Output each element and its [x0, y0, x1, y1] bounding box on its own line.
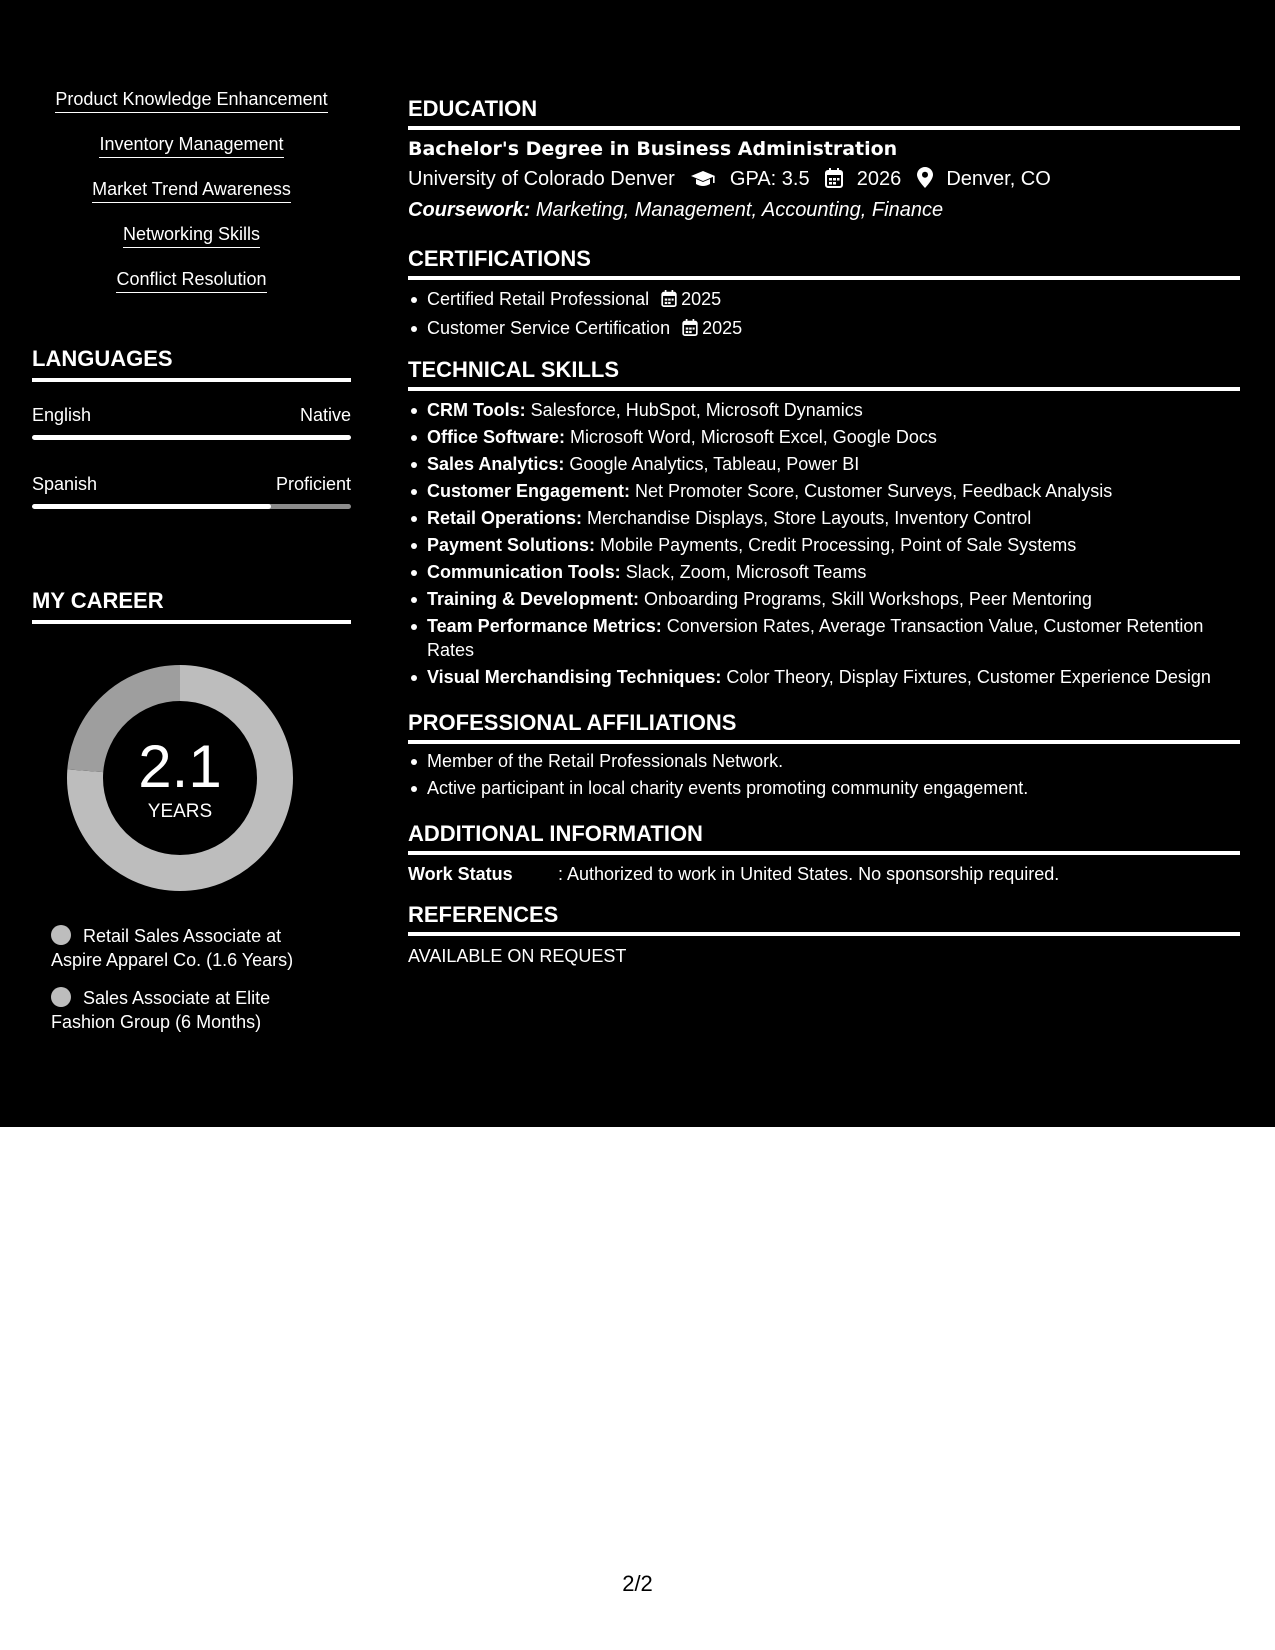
language-level: Proficient: [275, 474, 351, 494]
certification-item: [427, 315, 1240, 344]
education-details: [408, 167, 1051, 194]
career-total-unit: YEARS: [147, 801, 213, 822]
technical-skills-list: [408, 398, 1240, 692]
calendar-icon: [825, 168, 843, 194]
coursework: [408, 198, 943, 222]
technical-skill-item: [427, 665, 1240, 689]
language-level: Native: [299, 405, 351, 425]
language-row-english: [32, 404, 351, 450]
technical-skill-label: Visual Merchandising Techniques:: [427, 667, 722, 687]
technical-skill-value: Slack, Zoom, Microsoft Teams: [625, 562, 867, 582]
certification-item: [427, 286, 1240, 315]
career-entry: [51, 924, 331, 972]
references-heading: REFERENCES: [408, 902, 1240, 936]
language-proficiency-fill: [32, 435, 351, 440]
technical-skill-value: Merchandise Displays, Store Layouts, Inventory Control: [587, 508, 1032, 528]
technical-skill-label: Training & Development:: [427, 589, 640, 609]
skill-label: Market Trend Awareness: [92, 178, 291, 203]
school-name: University of Colorado Denver: [408, 168, 675, 190]
education-heading: EDUCATION: [408, 96, 1240, 130]
career-entry: [51, 986, 331, 1034]
language-name: Spanish: [32, 474, 98, 494]
graduation-cap-icon: [690, 170, 716, 194]
technical-skill-value: Google Analytics, Tableau, Power BI: [569, 454, 860, 474]
certifications-heading: CERTIFICATIONS: [408, 246, 1240, 280]
technical-skill-value: Color Theory, Display Fixtures, Customer Experience Design: [726, 667, 1211, 687]
location-pin-icon: [917, 167, 933, 194]
technical-skill-label: CRM Tools:: [427, 400, 526, 420]
skill-item: [32, 268, 351, 293]
technical-skill-item: [427, 506, 1240, 530]
certifications-list: [408, 286, 1240, 344]
career-heading: MY CAREER: [32, 588, 351, 624]
technical-skill-item: [427, 614, 1240, 662]
technical-skill-item: [427, 560, 1240, 584]
career-entry-text: Sales Associate at Elite Fashion Group (6 Months): [51, 988, 271, 1032]
technical-skill-value: Conversion Rates, Average Transaction Value, Customer Retention Rates: [427, 616, 1204, 660]
skill-label: Product Knowledge Enhancement: [55, 88, 327, 113]
calendar-icon: [682, 317, 698, 344]
skill-label: Networking Skills: [123, 223, 260, 248]
languages-heading: LANGUAGES: [32, 346, 351, 382]
technical-skill-label: Team Performance Metrics:: [427, 616, 662, 636]
skill-label: Inventory Management: [99, 133, 283, 158]
technical-skill-label: Customer Engagement:: [427, 481, 631, 501]
gpa-value: GPA: 3.5: [729, 168, 810, 190]
technical-skill-item: [427, 398, 1240, 422]
certification-year: 2025: [681, 289, 722, 309]
certification-year: 2025: [702, 318, 743, 338]
technical-skills-heading: TECHNICAL SKILLS: [408, 357, 1240, 391]
skill-item: [32, 133, 351, 158]
technical-skill-value: Onboarding Programs, Skill Workshops, Peer Mentoring: [644, 589, 1092, 609]
affiliations-heading: PROFESSIONAL AFFILIATIONS: [408, 710, 1240, 744]
technical-skill-value: Salesforce, HubSpot, Microsoft Dynamics: [530, 400, 863, 420]
technical-skill-item: [427, 452, 1240, 476]
technical-skill-label: Communication Tools:: [427, 562, 621, 582]
technical-skill-label: Retail Operations:: [427, 508, 583, 528]
work-status-label: Work Status: [408, 864, 513, 884]
affiliation-item: Member of the Retail Professionals Network.: [427, 748, 1240, 775]
technical-skill-label: Sales Analytics:: [427, 454, 565, 474]
language-row-spanish: [32, 473, 351, 519]
career-donut-label: [67, 665, 293, 891]
degree-title: Bachelor's Degree in Business Administration: [408, 138, 898, 160]
school-location: Denver, CO: [946, 168, 1051, 190]
technical-skill-item: [427, 479, 1240, 503]
additional-info-heading: ADDITIONAL INFORMATION: [408, 821, 1240, 855]
affiliations-list: [408, 748, 1240, 802]
career-dot-icon: [51, 925, 71, 945]
career-entry-text: Retail Sales Associate at Aspire Apparel Co. (1.6 Years): [51, 926, 294, 970]
skill-item: [32, 223, 351, 248]
technical-skill-item: [427, 587, 1240, 611]
technical-skill-value: Microsoft Word, Microsoft Excel, Google Docs: [570, 427, 937, 447]
right-column: [408, 0, 1240, 1127]
career-dot-icon: [51, 987, 71, 1007]
left-column: [32, 0, 351, 1127]
page-number: 2/2: [622, 1571, 653, 1596]
work-status-row: [408, 862, 1240, 886]
technical-skill-label: Payment Solutions:: [427, 535, 596, 555]
skill-item: [32, 178, 351, 203]
references-text: AVAILABLE ON REQUEST: [408, 946, 627, 966]
language-proficiency-bar: [32, 435, 351, 440]
affiliation-item: Active participant in local charity events promoting community engagement.: [427, 775, 1240, 802]
certification-name: Customer Service Certification: [427, 318, 671, 338]
certification-name: Certified Retail Professional: [427, 289, 650, 309]
technical-skill-value: Net Promoter Score, Customer Surveys, Feedback Analysis: [635, 481, 1113, 501]
calendar-icon: [661, 288, 677, 315]
career-donut-chart: [67, 665, 293, 891]
work-status-value: : Authorized to work in United States. No sponsorship required.: [558, 864, 1060, 884]
language-name: English: [32, 405, 92, 425]
language-proficiency-fill: [32, 504, 271, 509]
skill-label: Conflict Resolution: [116, 268, 266, 293]
coursework-list: Marketing, Management, Accounting, Finance: [535, 199, 944, 221]
technical-skill-value: Mobile Payments, Credit Processing, Point of Sale Systems: [600, 535, 1077, 555]
language-proficiency-bar: [32, 504, 351, 509]
technical-skill-item: [427, 533, 1240, 557]
technical-skill-label: Office Software:: [427, 427, 566, 447]
coursework-label: Coursework:: [408, 199, 531, 221]
graduation-year: 2026: [856, 168, 902, 190]
technical-skill-item: [427, 425, 1240, 449]
skill-item: [32, 88, 351, 113]
career-total-value: 2.1: [138, 733, 222, 800]
